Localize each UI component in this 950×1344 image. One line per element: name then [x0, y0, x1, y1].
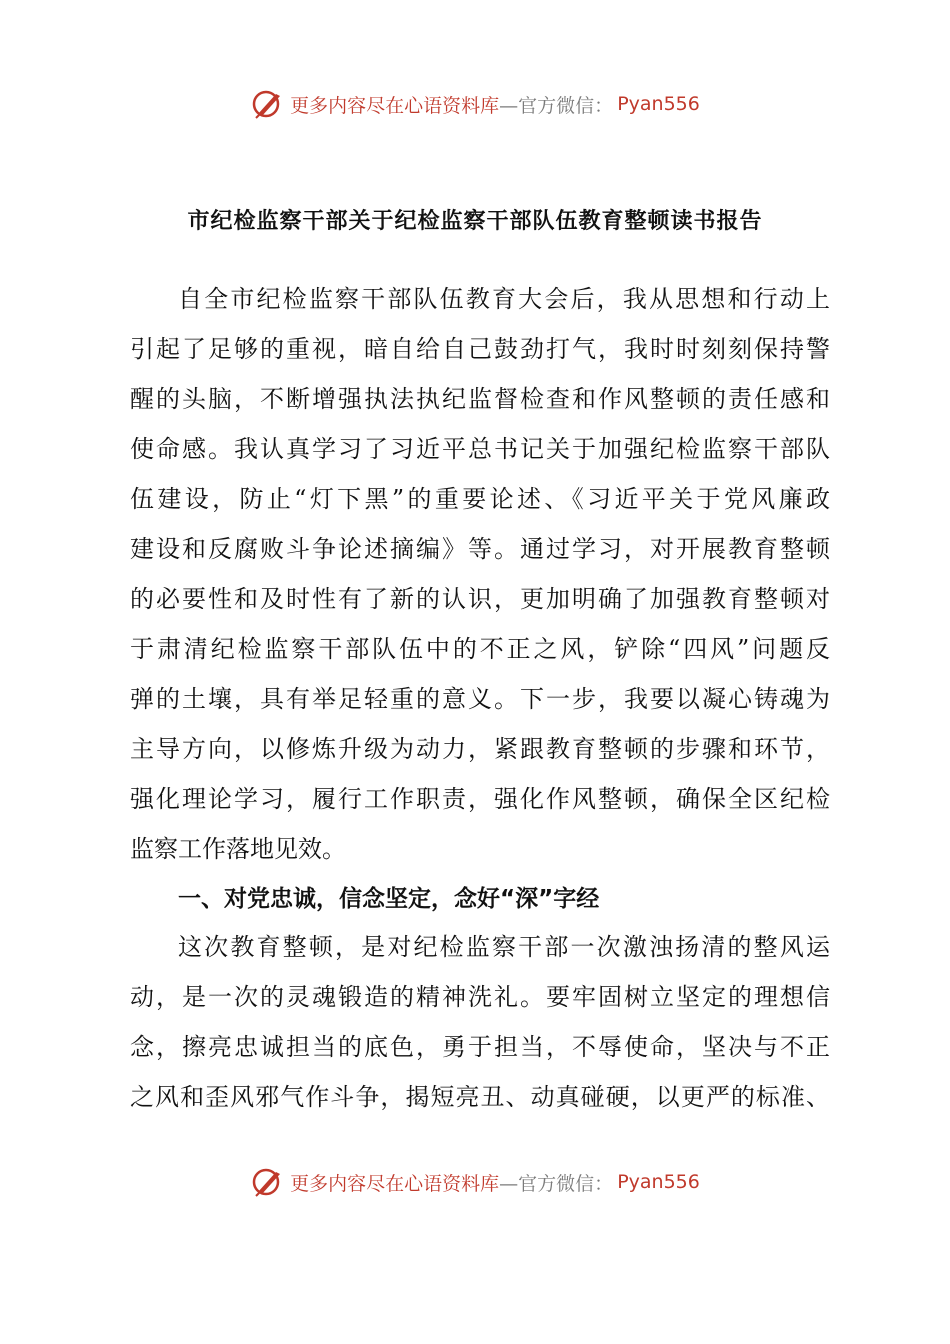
pen-logo-icon — [250, 1164, 286, 1200]
document-title: 市纪检监察干部关于纪检监察干部队伍教育整顿读书报告 — [187, 209, 763, 234]
watermark-red-text: 更多内容尽在心语资料库 — [290, 94, 500, 117]
text-line: 伍建设，防止“灯下黑”的重要论述、《习近平关于党风廉政 — [130, 485, 830, 513]
text-line: 使命感。我认真学习了习近平总书记关于加强纪检监察干部队 — [130, 435, 830, 463]
watermark-wechat-id: Pyan556 — [617, 1171, 700, 1193]
text-line: 监察工作落地见效。 — [130, 835, 346, 863]
watermark-wechat-id: Pyan556 — [617, 93, 700, 115]
section-heading-1: 一、对党忠诚，信念坚定，念好“深”字经 — [178, 886, 600, 912]
watermark-banner-top — [0, 82, 950, 126]
watermark-gray-text: —官方微信： — [499, 1172, 614, 1195]
watermark-gray-text: —官方微信： — [499, 94, 614, 117]
paragraph-1 — [130, 274, 830, 874]
text-line: 自全市纪检监察干部队伍教育大会后，我从思想和行动上 — [178, 285, 830, 313]
text-line: 之风和歪风邪气作斗争，揭短亮丑、动真碰硬，以更严的标准、 — [130, 1083, 830, 1111]
text-line: 醒的头脑，不断增强执法执纪监督检查和作风整顿的责任感和 — [130, 385, 830, 413]
text-line: 主导方向，以修炼升级为动力，紧跟教育整顿的步骤和环节， — [130, 735, 830, 763]
text-line: 的必要性和及时性有了新的认识，更加明确了加强教育整顿对 — [130, 585, 830, 613]
text-line: 动，是一次的灵魂锻造的精神洗礼。要牢固树立坚定的理想信 — [130, 983, 830, 1011]
heading-1-wrap — [130, 874, 830, 924]
text-line: 强化理论学习，履行工作职责，强化作风整顿，确保全区纪检 — [130, 785, 830, 813]
text-line: 于肃清纪检监察干部队伍中的不正之风，铲除“四风”问题反 — [130, 635, 830, 663]
text-line: 这次教育整顿，是对纪检监察干部一次激浊扬清的整风运 — [178, 933, 830, 961]
text-line: 弹的土壤，具有举足轻重的意义。下一步，我要以凝心铸魂为 — [130, 685, 830, 713]
text-line: 引起了足够的重视，暗自给自己鼓劲打气，我时时刻刻保持警 — [130, 335, 830, 363]
watermark-banner-bottom — [0, 1160, 950, 1204]
text-line: 念，擦亮忠诚担当的底色，勇于担当，不辱使命，坚决与不正 — [130, 1033, 830, 1061]
text-line: 建设和反腐败斗争论述摘编》等。通过学习，对开展教育整顿 — [130, 535, 830, 563]
watermark-red-text: 更多内容尽在心语资料库 — [290, 1172, 500, 1195]
pen-logo-icon — [250, 86, 286, 122]
paragraph-2 — [130, 922, 830, 1122]
